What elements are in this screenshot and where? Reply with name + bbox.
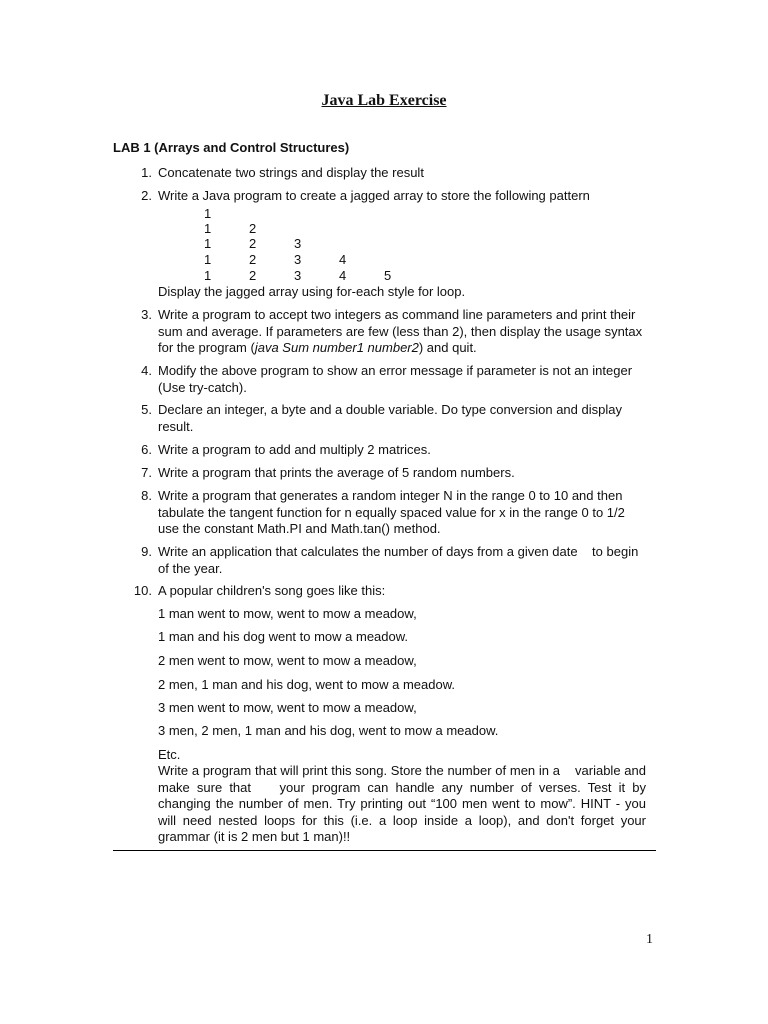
item-text: Concatenate two strings and display the result [158, 165, 424, 180]
pattern-cell: 2 [249, 268, 257, 283]
pattern-cell: 3 [294, 236, 302, 251]
item-2-followup: Display the jagged array using for-each style for loop. [158, 284, 466, 299]
item-text: Write a program to add and multiply 2 matrices. [158, 442, 431, 457]
lab-heading: LAB 1 (Arrays and Control Structures) [113, 140, 350, 155]
pattern-cell: 2 [249, 252, 257, 267]
pattern-cell: 1 [204, 252, 212, 267]
pattern-cell: 5 [384, 268, 392, 283]
item-text: Write a program to accept two integers as command line parameters and print their sum and average. If parameters are few (less than 2), then display the usage syntax for the program (java Sum number1 number2) and quit. [158, 307, 643, 355]
item-text: Modify the above program to show an error message if parameter is not an integer (Use try-catch). [158, 363, 633, 395]
pattern-cell: 1 [204, 236, 212, 251]
pattern-cell: 4 [339, 252, 347, 267]
song-line: 3 men went to mow, went to mow a meadow, [158, 700, 417, 715]
pattern-cell: 3 [294, 268, 302, 283]
song-line: 2 men, 1 man and his dog, went to mow a meadow. [158, 677, 456, 692]
etc-text: Etc. [158, 747, 181, 762]
divider [113, 850, 656, 851]
item-text: Write a Java program to create a jagged array to store the following pattern [158, 188, 590, 203]
item-number: 6. [141, 442, 152, 457]
pattern-cell: 2 [249, 221, 257, 236]
item-number: 4. [141, 363, 152, 378]
item-number: 1. [141, 165, 152, 180]
item-text: Write a program that generates a random integer N in the range 0 to 10 and then tabulate the tangent function for n equally spaced value for x in the range 0 to 1/2 use the constant Math.PI and Math.tan() method. [158, 488, 640, 536]
song-line: 3 men, 2 men, 1 man and his dog, went to mow a meadow. [158, 723, 499, 738]
item-number: 7. [141, 465, 152, 480]
usage-syntax: java Sum number1 number2 [254, 340, 419, 355]
item-number: 10. [133, 583, 152, 598]
item-text: Declare an integer, a byte and a double variable. Do type conversion and display result. [158, 402, 622, 434]
pattern-cell: 1 [204, 268, 212, 283]
item-text: A popular children's song goes like this: [158, 583, 386, 598]
page-number: 1 [646, 932, 653, 947]
page-title: Java Lab Exercise [321, 92, 447, 109]
item-text: Write a program that prints the average of 5 random numbers. [158, 465, 515, 480]
song-line: 2 men went to mow, went to mow a meadow, [158, 653, 417, 668]
item-number: 5. [141, 402, 152, 417]
pattern-cell: 1 [204, 221, 212, 236]
pattern-cell: 4 [339, 268, 347, 283]
item-number: 2. [141, 188, 152, 203]
pattern-cell: 2 [249, 236, 257, 251]
item-number: 8. [141, 488, 152, 503]
item-number: 3. [141, 307, 152, 322]
pattern-cell: 3 [294, 252, 302, 267]
item-number: 9. [141, 544, 152, 559]
song-line: 1 man went to mow, went to mow a meadow, [158, 606, 417, 621]
song-line: 1 man and his dog went to mow a meadow. [158, 629, 409, 644]
item-text: Write an application that calculates the number of days from a given date to begin of the year. [158, 544, 642, 576]
song-instructions: Write a program that will print this song. Store the number of men in a variable and make sure that your program can handle any number of verses. Test it by changing the number of men. Try printing out “100 men went to mow”. HINT - you will need nested loops for this (i.e. a loop inside a loop), and don't forget your grammar (it is 2 men but 1 man)!! [158, 763, 650, 844]
pattern-cell: 1 [204, 206, 212, 221]
